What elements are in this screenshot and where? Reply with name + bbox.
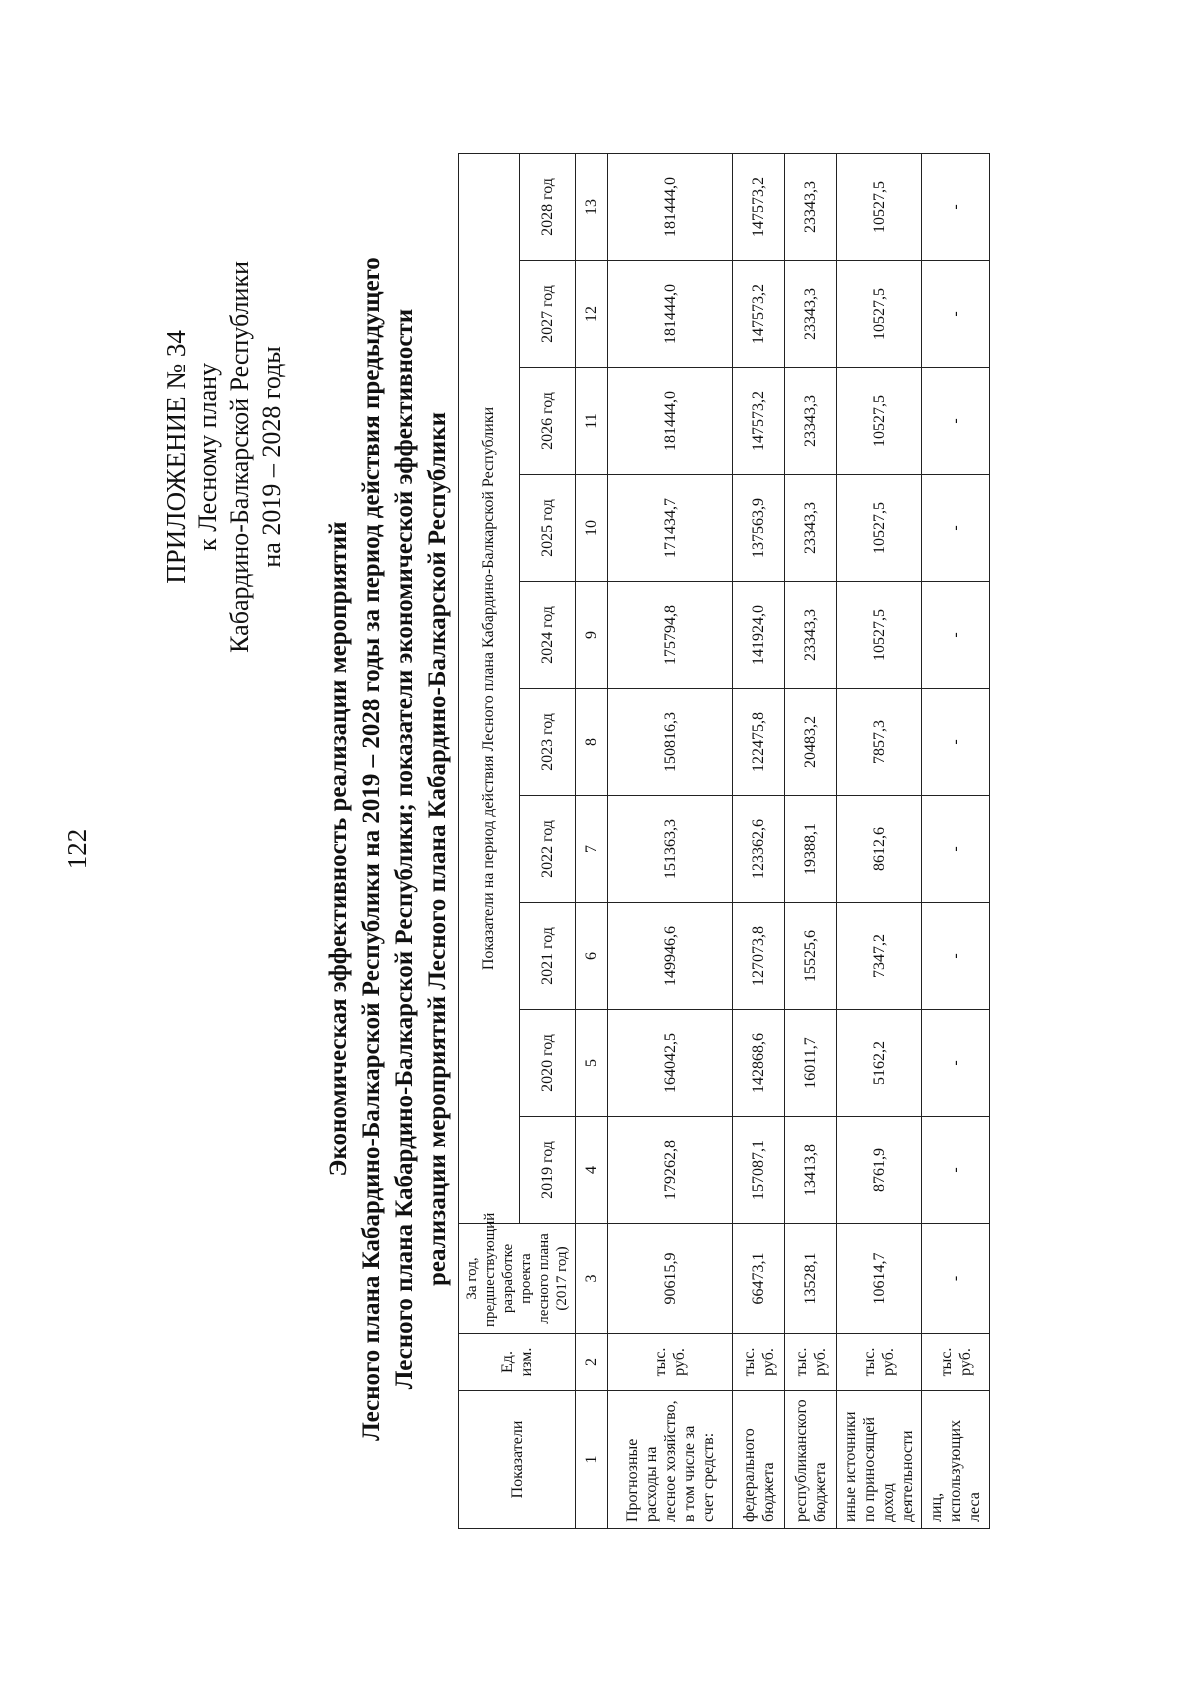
header-year: 2022 год: [519, 796, 575, 903]
cell-value: 23343,3: [785, 368, 837, 475]
cell-value: 181444,0: [608, 261, 733, 368]
table-row: [733, 153, 785, 1528]
header-unit: Ед. изм.: [459, 1334, 576, 1391]
cell-value: 10527,5: [837, 475, 922, 582]
cell-value: -: [922, 689, 990, 796]
cell-value: 150816,3: [608, 689, 733, 796]
row-unit: тыс. руб.: [837, 1334, 922, 1391]
cell-value: -: [922, 582, 990, 689]
column-number: 13: [576, 153, 608, 260]
cell-value: 90615,9: [608, 1224, 733, 1334]
cell-value: 13413,8: [785, 1117, 837, 1224]
row-unit: тыс. руб.: [785, 1334, 837, 1391]
cell-value: 181444,0: [608, 153, 733, 260]
cell-value: 8612,6: [837, 796, 922, 903]
cell-value: 147573,2: [733, 153, 785, 260]
row-unit: тыс. руб.: [733, 1334, 785, 1391]
appendix-line: к Лесному плану: [193, 362, 222, 551]
cell-value: -: [922, 153, 990, 260]
header-year: 2020 год: [519, 1010, 575, 1117]
page-number: 122: [62, 828, 92, 870]
cell-value: -: [922, 1117, 990, 1224]
header-period-group: Показатели на период действия Лесного плана Кабардино-Балкарской Республики: [459, 153, 520, 1223]
cell-value: 10527,5: [837, 368, 922, 475]
header-indicator: Показатели: [459, 1391, 576, 1529]
cell-value: -: [922, 903, 990, 1010]
cell-value: 23343,3: [785, 261, 837, 368]
row-unit: тыс. руб.: [608, 1334, 733, 1391]
cell-value: 10527,5: [837, 261, 922, 368]
cell-value: 10527,5: [837, 582, 922, 689]
title-line: Экономическая эффективность реализации мероприятий: [325, 521, 352, 1177]
cell-value: 171434,7: [608, 475, 733, 582]
table-row: [837, 153, 922, 1528]
cell-value: 122475,8: [733, 689, 785, 796]
cell-value: 8761,9: [837, 1117, 922, 1224]
cell-value: 10614,7: [837, 1224, 922, 1334]
column-number: 5: [576, 1010, 608, 1117]
cell-value: 13528,1: [785, 1224, 837, 1334]
table-row: [922, 153, 990, 1528]
cell-value: 66473,1: [733, 1224, 785, 1334]
cell-value: -: [922, 796, 990, 903]
cell-value: 149946,6: [608, 903, 733, 1010]
cell-value: 127073,8: [733, 903, 785, 1010]
header-year: 2019 год: [519, 1117, 575, 1224]
cell-value: 181444,0: [608, 368, 733, 475]
cell-value: 179262,8: [608, 1117, 733, 1224]
cell-value: 19388,1: [785, 796, 837, 903]
row-label: республиканского бюджета: [785, 1391, 837, 1529]
header-year: 2021 год: [519, 903, 575, 1010]
cell-value: 175794,8: [608, 582, 733, 689]
column-number: 9: [576, 582, 608, 689]
cell-value: 137563,9: [733, 475, 785, 582]
header-year: 2027 год: [519, 261, 575, 368]
cell-value: 23343,3: [785, 582, 837, 689]
cell-value: -: [922, 1010, 990, 1117]
cell-value: -: [922, 261, 990, 368]
row-label: федерального бюджета: [733, 1391, 785, 1529]
column-number: 12: [576, 261, 608, 368]
column-number: 6: [576, 903, 608, 1010]
cell-value: -: [922, 368, 990, 475]
appendix-line: Кабардино-Балкарской Республики: [225, 261, 254, 653]
column-number: 11: [576, 368, 608, 475]
appendix-line: на 2019 – 2028 годы: [257, 346, 286, 568]
column-number: 3: [576, 1224, 608, 1334]
cell-value: 157087,1: [733, 1117, 785, 1224]
title-line: реализации мероприятий Лесного плана Кабардино-Балкарской Республики: [424, 412, 451, 1286]
appendix-line: ПРИЛОЖЕНИЕ № 34: [161, 330, 191, 584]
column-number: 10: [576, 475, 608, 582]
document-title: [322, 149, 454, 1549]
title-line: Лесного плана Кабардино-Балкарской Республики; показатели экономической эффективности: [391, 308, 418, 1390]
cell-value: 23343,3: [785, 153, 837, 260]
cell-value: 5162,2: [837, 1010, 922, 1117]
row-unit: тыс. руб.: [922, 1334, 990, 1391]
cell-value: 15525,6: [785, 903, 837, 1010]
cell-value: 7857,3: [837, 689, 922, 796]
cell-value: 7347,2: [837, 903, 922, 1010]
column-number: 7: [576, 796, 608, 903]
cell-value: 123362,6: [733, 796, 785, 903]
column-number: 8: [576, 689, 608, 796]
header-year: 2025 год: [519, 475, 575, 582]
efficiency-table: [458, 153, 990, 1529]
row-label: лиц, использующих леса: [922, 1391, 990, 1529]
column-number: 1: [576, 1391, 608, 1529]
cell-value: 20483,2: [785, 689, 837, 796]
cell-value: 10527,5: [837, 153, 922, 260]
appendix-header: [160, 261, 288, 653]
cell-value: -: [922, 1224, 990, 1334]
row-label: иные источники по приносящей доход деятельности: [837, 1391, 922, 1529]
cell-value: -: [922, 475, 990, 582]
cell-value: 142868,6: [733, 1010, 785, 1117]
header-year: 2024 год: [519, 582, 575, 689]
header-prev-year: За год, предшествующий разработке проекта лесного плана (2017 год): [459, 1224, 576, 1334]
cell-value: 151363,3: [608, 796, 733, 903]
column-number: 4: [576, 1117, 608, 1224]
header-year: 2023 год: [519, 689, 575, 796]
row-label: Прогнозные расходы на лесное хозяйство, в том числе за счет средств:: [608, 1391, 733, 1529]
cell-value: 164042,5: [608, 1010, 733, 1117]
cell-value: 147573,2: [733, 261, 785, 368]
column-number: 2: [576, 1334, 608, 1391]
header-year: 2026 год: [519, 368, 575, 475]
cell-value: 16011,7: [785, 1010, 837, 1117]
header-year: 2028 год: [519, 153, 575, 260]
table-row: [608, 153, 733, 1528]
title-line: Лесного плана Кабардино-Балкарской Республики на 2019 – 2028 годы за период действия предыдущего: [358, 257, 385, 1441]
cell-value: 141924,0: [733, 582, 785, 689]
cell-value: 147573,2: [733, 368, 785, 475]
table-row: [785, 153, 837, 1528]
cell-value: 23343,3: [785, 475, 837, 582]
